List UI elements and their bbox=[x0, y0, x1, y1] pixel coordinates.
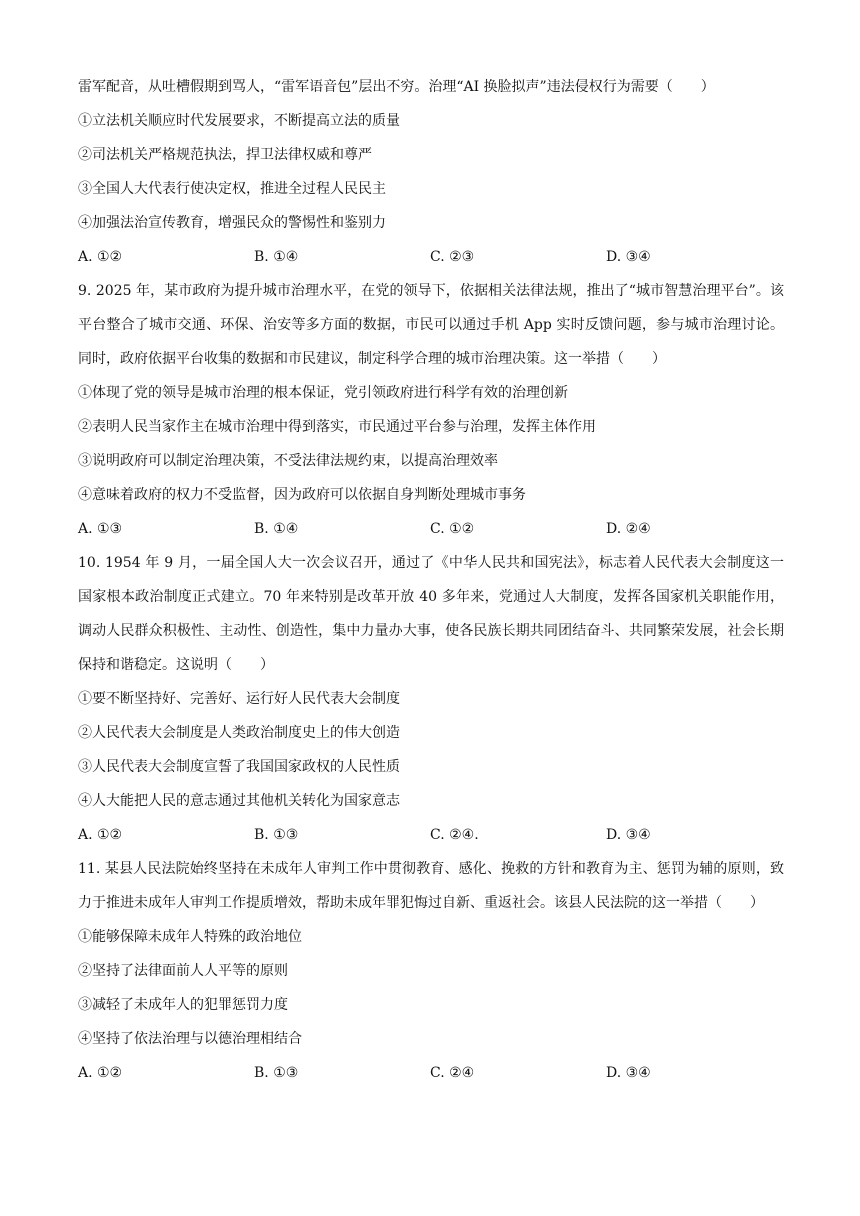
question-9 bbox=[78, 274, 784, 546]
question-8-item-2: ②司法机关严格规范执法，捍卫法律权威和尊严 bbox=[78, 147, 372, 163]
question-9-item-3: ③说明政府可以制定治理决策，不受法律法规约束，以提高治理效率 bbox=[78, 453, 498, 469]
question-9-stem: 9. 2025 年，某市政府为提升城市治理水平，在党的领导下，依据相关法律法规，推出了“城市智慧治理平台”。该平台整合了城市交通、环保、治安等多方面的数据，市民可以通过手机 App 实时反馈问题，参与城市治理讨论。同时，政府依据平台收集的数据和市民建议，制定科学合理的城市治理决策。这一举措（ ） bbox=[78, 283, 784, 367]
question-10-item-1: ①要不断坚持好、完善好、运行好人民代表大会制度 bbox=[78, 691, 400, 707]
question-11 bbox=[78, 852, 784, 1090]
question-list bbox=[78, 70, 784, 1090]
question-11-item-2: ②坚持了法律面前人人平等的原则 bbox=[78, 963, 288, 979]
question-10-stem: 10. 1954 年 9 月，一届全国人大一次会议召开，通过了《中华人民共和国宪法》，标志着人民代表大会制度这一国家根本政治制度正式建立。70 年来特别是改革开放 40 多年来，党通过人大制度，发挥各国家机关职能作用，调动人民群众积极性、主动性、创造性，集中力量办大事，使各民族长期共同团结奋斗、共同繁荣发展，社会长期保持和谐稳定。这说明（ ） bbox=[78, 555, 784, 673]
question-8-options bbox=[78, 240, 784, 274]
option-c: C. ②④ bbox=[430, 1065, 475, 1081]
question-11-item-1: ①能够保障未成年人特殊的政治地位 bbox=[78, 929, 302, 945]
option-b: B. ①④ bbox=[254, 521, 299, 537]
question-10-options bbox=[78, 818, 784, 852]
option-c: C. ②④. bbox=[430, 827, 479, 843]
option-d: D. ③④ bbox=[606, 827, 651, 843]
question-9-item-4: ④意味着政府的权力不受监督，因为政府可以依据自身判断处理城市事务 bbox=[78, 487, 526, 503]
option-b: B. ①③ bbox=[254, 827, 299, 843]
question-11-item-3: ③减轻了未成年人的犯罪惩罚力度 bbox=[78, 997, 288, 1013]
option-b: B. ①④ bbox=[254, 249, 299, 265]
option-c: C. ①② bbox=[430, 521, 475, 537]
option-a: A. ①② bbox=[78, 827, 123, 843]
question-8-item-4: ④加强法治宣传教育，增强民众的警惕性和鉴别力 bbox=[78, 215, 386, 231]
question-9-item-1: ①体现了党的领导是城市治理的根本保证，党引领政府进行科学有效的治理创新 bbox=[78, 385, 568, 401]
question-10 bbox=[78, 546, 784, 852]
option-b: B. ①③ bbox=[254, 1065, 299, 1081]
question-9-item-2: ②表明人民当家作主在城市治理中得到落实，市民通过平台参与治理，发挥主体作用 bbox=[78, 419, 596, 435]
question-10-item-4: ④人大能把人民的意志通过其他机关转化为国家意志 bbox=[78, 793, 400, 809]
question-11-item-4: ④坚持了依法治理与以德治理相结合 bbox=[78, 1031, 302, 1047]
question-11-stem: 11. 某县人民法院始终坚持在未成年人审判工作中贯彻教育、感化、挽救的方针和教育为主、惩罚为辅的原则，致力于推进未成年人审判工作提质增效，帮助未成年罪犯悔过自新、重返社会。该县人民法院的这一举措（ ） bbox=[78, 861, 784, 911]
question-10-item-3: ③人民代表大会制度宣誓了我国国家政权的人民性质 bbox=[78, 759, 400, 775]
option-a: A. ①② bbox=[78, 249, 123, 265]
question-8-item-3: ③全国人大代表行使决定权，推进全过程人民民主 bbox=[78, 181, 386, 197]
option-d: D. ②④ bbox=[606, 521, 651, 537]
option-a: A. ①② bbox=[78, 1065, 123, 1081]
question-8-stem: 雷军配音，从吐槽假期到骂人，“雷军语音包”层出不穷。治理“AI 换脸拟声”违法侵权行为需要（ ） bbox=[78, 79, 715, 95]
option-d: D. ③④ bbox=[606, 249, 651, 265]
question-8-item-1: ①立法机关顺应时代发展要求，不断提高立法的质量 bbox=[78, 113, 400, 129]
option-c: C. ②③ bbox=[430, 249, 475, 265]
question-11-options bbox=[78, 1056, 784, 1090]
option-d: D. ③④ bbox=[606, 1065, 651, 1081]
question-10-item-2: ②人民代表大会制度是人类政治制度史上的伟大创造 bbox=[78, 725, 400, 741]
question-9-options bbox=[78, 512, 784, 546]
option-a: A. ①③ bbox=[78, 521, 123, 537]
question-8 bbox=[78, 70, 784, 274]
